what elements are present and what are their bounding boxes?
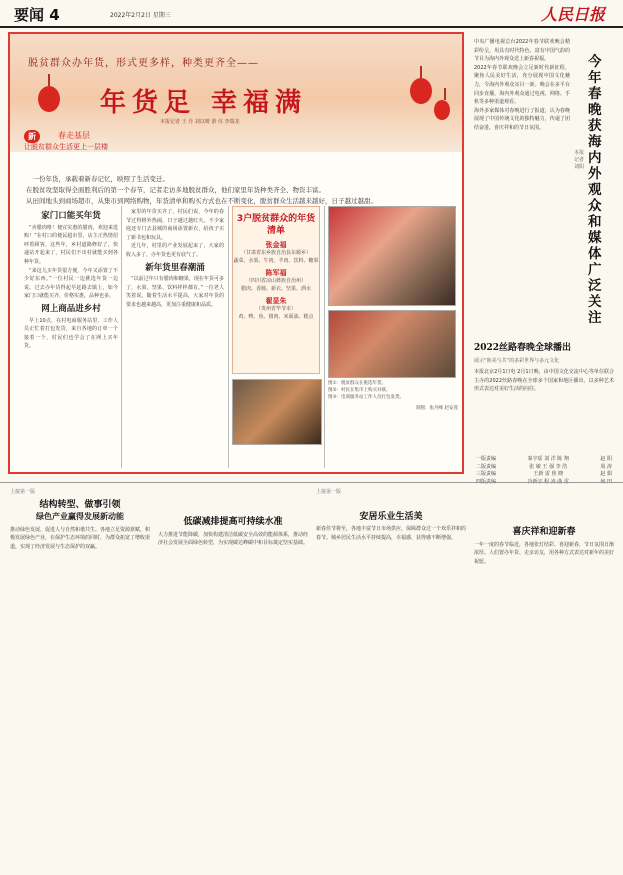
masthead-logo: 人民日报 <box>540 5 605 24</box>
family-name: 张金福 <box>265 241 287 249</box>
paragraph: 家里的年货买齐了，村民们说，今年的春节过得格外热闹，日子越过越红火。不少家庭还专门去县城的商场添置新衣，给孩子买了新书包和玩具。 <box>126 209 224 241</box>
article-subhead: 展示“和美与共”的多彩世界与多元文化 <box>474 357 560 364</box>
section-heading: 家门口能买年货 <box>41 211 101 221</box>
credit-row: 二版责编 张 敏 王 强 李 浩 周 涛 <box>476 463 612 470</box>
article-headline: 结构转型、做事引领 <box>39 499 121 510</box>
column-name: 春走基层 <box>58 131 90 140</box>
family-items: 腊肉、香肠、新衣、坚果、酒水 <box>240 286 311 292</box>
continued-label: 上接第一版 <box>10 489 36 495</box>
right-article-2 <box>474 340 614 452</box>
photo-credit: 制图：张丹峰 赵安莲 <box>416 406 458 411</box>
credit-row: 一版责编 秦宇瑶 刘 洋 陈 翔 赵 阳 <box>476 456 612 462</box>
paragraph: 海外多家媒体对春晚进行了报道，认为春晚展现了中国传统文化的独特魅力，传递了团结奋进、喜庆祥和的节日氛围。 <box>474 107 570 131</box>
paragraph: 本报北京2月1日电 2月1日晚，由中国文化交流中心等单位联合主办的2022丝路春晚在全球多个国家和地区播出，以多种艺术形式表达对美好生活的向往。 <box>474 369 614 393</box>
page-header <box>0 0 623 28</box>
shopping-list-box <box>232 206 320 374</box>
photo-ecommerce <box>232 379 322 445</box>
vertical-byline: 本报记者 刘阳 <box>574 150 585 170</box>
paragraph: 2022年春节联欢晚会立足新时代新征程，聚焦人民美好生活，充分展现中国文化魅力，令海内外观众耳目一新。晚会在多平台同步直播，海内外观众通过电视、网络、手机等多种渠道观看。 <box>474 64 570 106</box>
family-location: （甘肃省东乡族自治县东塬乡） <box>240 250 311 256</box>
photo-market <box>328 206 456 306</box>
bottom-article-mid <box>158 488 308 868</box>
article-column-1 <box>24 208 118 468</box>
family-location: （贵州省毕节市） <box>255 306 296 312</box>
box-title: 3户脱贫群众的年货清单 <box>236 214 316 236</box>
family-name: 翟显朱 <box>265 297 287 305</box>
lantern-icon <box>38 86 60 112</box>
article-subhead: 绿色产业赢得发展新动能 <box>36 512 124 522</box>
paragraph: “来这儿买年货很方便，今年又添置了不少好东西。”一位村民一边挑选年货一边说。过去办年货得起早赶路去镇上，如今家门口就能买齐，价格实惠，品种也多。 <box>24 267 118 300</box>
paragraph: “卖腊肉咯！便宜实惠的腊肉，欢迎来选购！”在村口的便民超市里，店主正热情招呼着顾客。这些年，乡村道路修好了，快递站开起来了，村民们不出村就能买到各种年货。 <box>24 224 118 265</box>
family-location: （四川省凉山彝族自治州） <box>245 278 306 284</box>
paragraph: 一年一度的春节临近，各地张灯结彩、喜迎新春，节日氛围日渐浓厚。人们置办年货、走亲访友，用各种方式表达对新年的美好祝愿。 <box>474 541 614 565</box>
photo-captions <box>328 380 458 412</box>
feature-headline: 年货足 幸福满 <box>100 88 308 118</box>
section-heading: 网上商品进乡村 <box>41 303 101 314</box>
feature-subline: 让脱贫群众生活更上一层楼 <box>24 143 108 151</box>
article-headline: 安居乐业生活美 <box>359 511 423 522</box>
bottom-article-right <box>316 488 466 868</box>
paragraph: 早上10点，在村电商服务站里，工作人员正忙着打包发货，来自各地的订单一个接着一个，村民们也学会了在网上买年货。 <box>24 317 118 350</box>
caption: 图③：电商服务站工作人员打包发货。 <box>328 395 405 400</box>
bottom-article-left <box>10 488 150 868</box>
article-column-2 <box>126 208 224 468</box>
right-article <box>474 38 570 338</box>
family-name: 陈军福 <box>265 269 287 277</box>
continued-label: 上接第一版 <box>316 489 342 495</box>
paragraph: 新春佳节将至，各地丰富节日市场供应，保障群众过一个欢乐祥和的春节。城乡居民生活水平持续提高，幸福感、获得感不断增强。 <box>316 526 466 541</box>
bottom-article-far <box>474 488 614 868</box>
feature-story <box>8 32 464 474</box>
feature-subtitle: 脱贫群众办年货，形式更多样，种类更齐全—— <box>28 58 259 69</box>
issue-date: 2022年2月2日 星期三 <box>110 12 171 19</box>
paragraph: 中央广播电视总台2022年春节联欢晚会精彩纷呈，用具有时代特色、富有中国气韵的节目为海内外观众送上新春祝福。 <box>474 39 570 63</box>
vertical-headline: 今年春晚获海内外观众和媒体广泛关注 <box>588 54 602 326</box>
family-items: 蔬菜、水果、牛肉、羊肉、饮料、糖果 <box>233 258 319 264</box>
article-headline: 2022丝路春晚全球播出 <box>474 343 572 353</box>
lantern-icon <box>410 78 432 104</box>
caption: 图②：村民在集市上购买对联。 <box>328 388 391 393</box>
feature-lead <box>26 174 446 207</box>
credit-row: 三版责编 王新 雷 焦 晓 赵 娟 <box>476 471 612 477</box>
lead-text: 一份年货，承载着新春记忆，映照了生活变迁。 在脱贫攻坚取得全面胜利后的第一个春节，记者走访多地脱贫群众，他们家里年货种类齐全、物资丰富。 从田间地头到商场超市，从集市到网络购物，年货清单和购买方式也在不断变化，脱贫群众生活越来越好，日子越过越甜。 <box>26 175 377 205</box>
paragraph: “以前过年只有腊肉和糖果，现在年货可多了，水果、坚果、饮料样样都有。”一位老人笑着说。随着生活水平提高，大家对年货的要求也越来越高，更加注重健康和品质。 <box>126 276 224 308</box>
feature-banner <box>10 34 462 152</box>
paragraph: 推动绿色发展，促进人与自然和谐共生。各地立足资源禀赋，积极发展绿色产业，在保护生态环境的同时，为群众拓宽了增收渠道，实现了经济发展与生态保护的双赢。 <box>10 526 150 550</box>
section-heading: 新年货里春潮涌 <box>145 262 205 273</box>
paragraph: 大力推进节能降碳，加快构建清洁低碳安全高效的能源体系，推动经济社会发展全面绿色转型，为实现碳达峰碳中和目标奠定坚实基础。 <box>158 531 308 547</box>
column-badge: 新 <box>24 130 40 143</box>
paragraph: 近几年，村里的产业发展起来了，大家的收入多了，办年货也更有底气了。 <box>126 243 224 258</box>
caption: 图①：脱贫群众在挑选年货。 <box>328 381 387 386</box>
section-title: 要闻 4 <box>14 6 60 24</box>
family-items: 鸡、鸭、鱼、猪肉、米面油、糕点 <box>238 314 314 320</box>
feature-byline: 本报记者 王 丹 刘以晴 游 仪 李瑞龙 <box>160 119 240 125</box>
photo-couplets <box>328 310 456 378</box>
article-headline: 喜庆祥和迎新春 <box>512 527 576 537</box>
lantern-icon <box>434 100 450 120</box>
article-headline: 低碳减排提高可持续水准 <box>183 517 283 527</box>
